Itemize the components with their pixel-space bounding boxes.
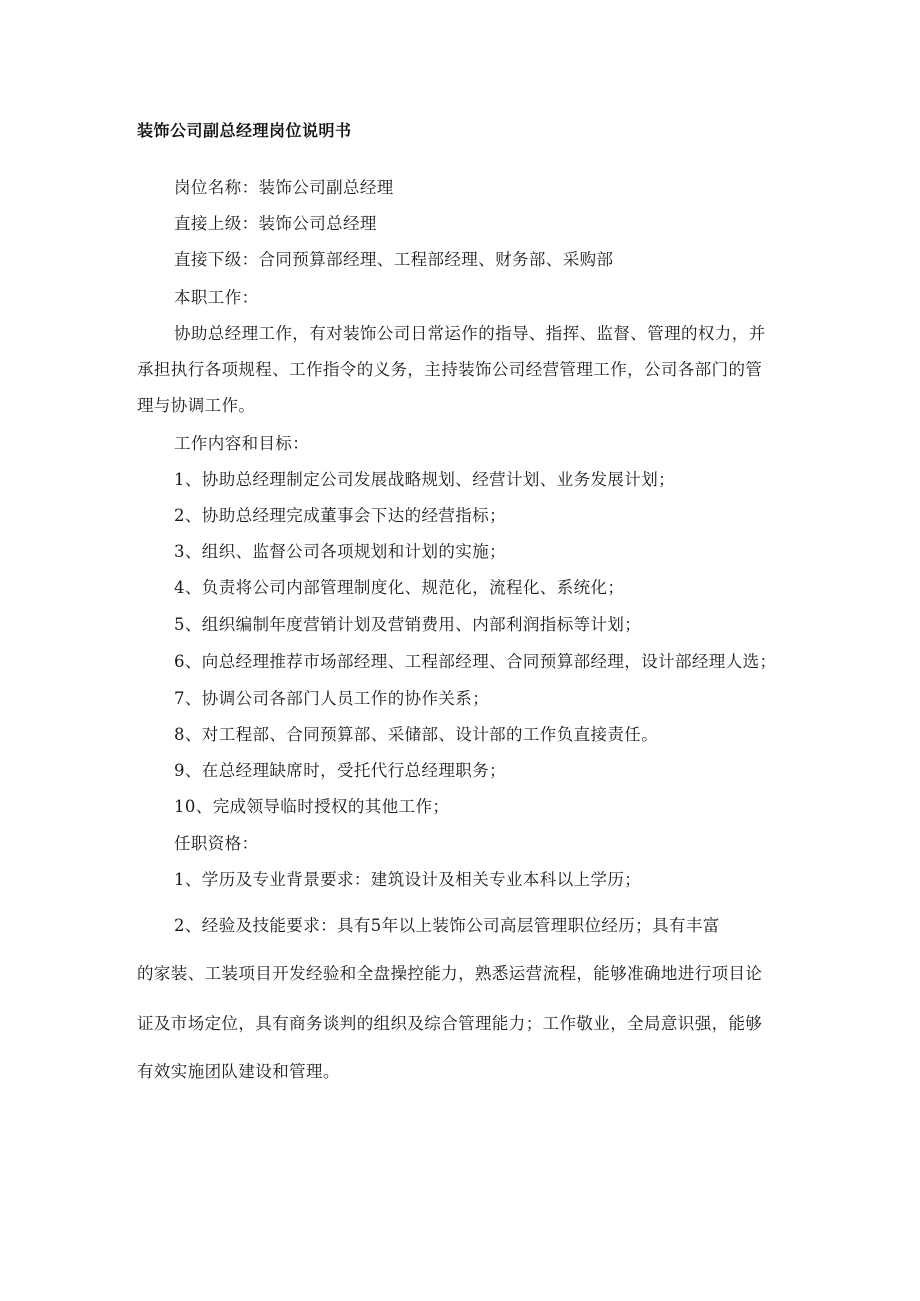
work-content-item: 7、协调公司各部门人员工作的协作关系； <box>174 689 490 708</box>
work-content-item: 5、组织编制年度营销计划及营销费用、内部利润指标等计划； <box>174 615 642 634</box>
work-content-item: 6、向总经理推荐市场部经理、工程部经理、合同预算部经理，设计部经理人选； <box>174 652 777 671</box>
duties-paragraph-line: 理与协调工作。 <box>137 396 256 415</box>
field-direct-superior: 直接上级：装饰公司总经理 <box>174 214 377 233</box>
duties-paragraph-line: 协助总经理工作，有对装饰公司日常运作的指导、指挥、监督、管理的权力，并 <box>174 324 766 343</box>
work-content-heading: 工作内容和目标： <box>174 434 310 453</box>
work-content-item: 1、协助总经理制定公司发展战略规划、经营计划、业务发展计划； <box>174 470 675 489</box>
work-content-item: 10、完成领导临时授权的其他工作； <box>174 797 450 816</box>
work-content-item: 9、在总经理缺席时，受托代行总经理职务； <box>174 761 506 780</box>
duties-heading: 本职工作： <box>174 288 259 307</box>
qualification-item-continuation: 证及市场定位，具有商务谈判的组织及综合管理能力；工作敬业，全局意识强，能够 <box>137 1014 763 1033</box>
document-title: 装饰公司副总经理岗位说明书 <box>137 121 352 140</box>
qualification-item-continuation: 有效实施团队建设和管理。 <box>137 1062 340 1081</box>
field-position-name: 岗位名称：装饰公司副总经理 <box>174 178 394 197</box>
work-content-item: 3、组织、监督公司各项规划和计划的实施； <box>174 542 506 561</box>
duties-paragraph-line: 承担执行各项规程、工作指令的义务，主持装饰公司经营管理工作，公司各部门的管 <box>137 360 763 379</box>
qualification-item-continuation: 的家装、工装项目开发经验和全盘操控能力，熟悉运营流程，能够准确地进行项目论 <box>137 964 763 983</box>
qualifications-heading: 任职资格： <box>174 834 259 853</box>
qualification-item: 2、经验及技能要求：具有5年以上装饰公司高层管理职位经历；具有丰富 <box>174 916 720 935</box>
work-content-item: 2、协助总经理完成董事会下达的经营指标； <box>174 506 506 525</box>
work-content-item: 8、对工程部、合同预算部、采储部、设计部的工作负直接责任。 <box>174 725 659 744</box>
field-direct-subordinates: 直接下级：合同预算部经理、工程部经理、财务部、采购部 <box>174 250 614 269</box>
work-content-item: 4、负责将公司内部管理制度化、规范化，流程化、系统化； <box>174 578 625 597</box>
qualification-item: 1、学历及专业背景要求：建筑设计及相关专业本科以上学历； <box>174 870 642 889</box>
